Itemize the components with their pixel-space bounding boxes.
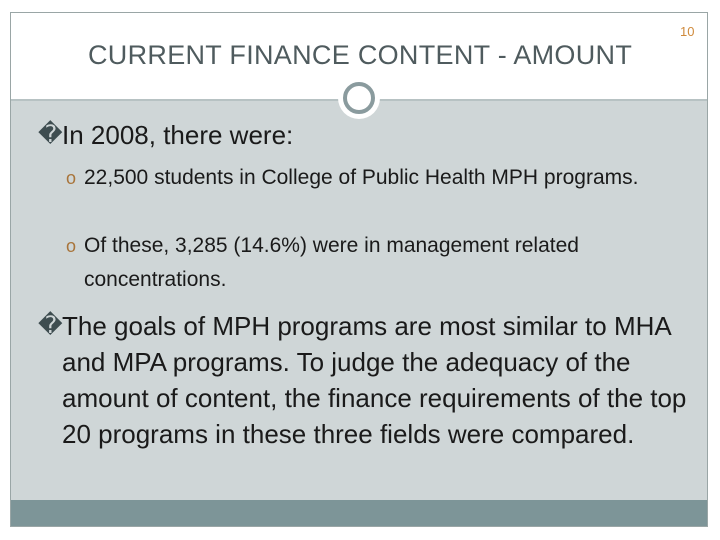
sub-bullet-glyph-icon: o xyxy=(66,236,77,256)
sub-bullet-2-text: Of these, 3,285 (14.6%) were in management related concentrations. xyxy=(84,234,579,291)
sub-bullet-2 xyxy=(66,229,696,297)
sub-bullet-1-text: 22,500 students in College of Public Health MPH programs. xyxy=(84,166,639,189)
bullet-1-text: In 2008, there were: xyxy=(62,120,294,150)
bullet-glyph-icon: � xyxy=(38,312,63,339)
bullet-2-text: The goals of MPH programs are most similar to MHA and MPA programs. To judge the adequacy of the amount of content, the finance requirements of the top 20 programs in these three fields were compared. xyxy=(62,311,687,449)
sub-bullet-glyph-icon: o xyxy=(66,168,77,188)
sub-bullet-1 xyxy=(66,161,696,195)
bullet-glyph-icon: � xyxy=(38,121,63,148)
slide-number: 10 xyxy=(680,24,695,39)
slide-title: CURRENT FINANCE CONTENT - AMOUNT xyxy=(88,40,633,70)
bullet-2 xyxy=(38,308,694,452)
footer-bar xyxy=(11,500,707,526)
circle-ornament-icon xyxy=(338,77,380,119)
bullet-1 xyxy=(38,117,694,153)
